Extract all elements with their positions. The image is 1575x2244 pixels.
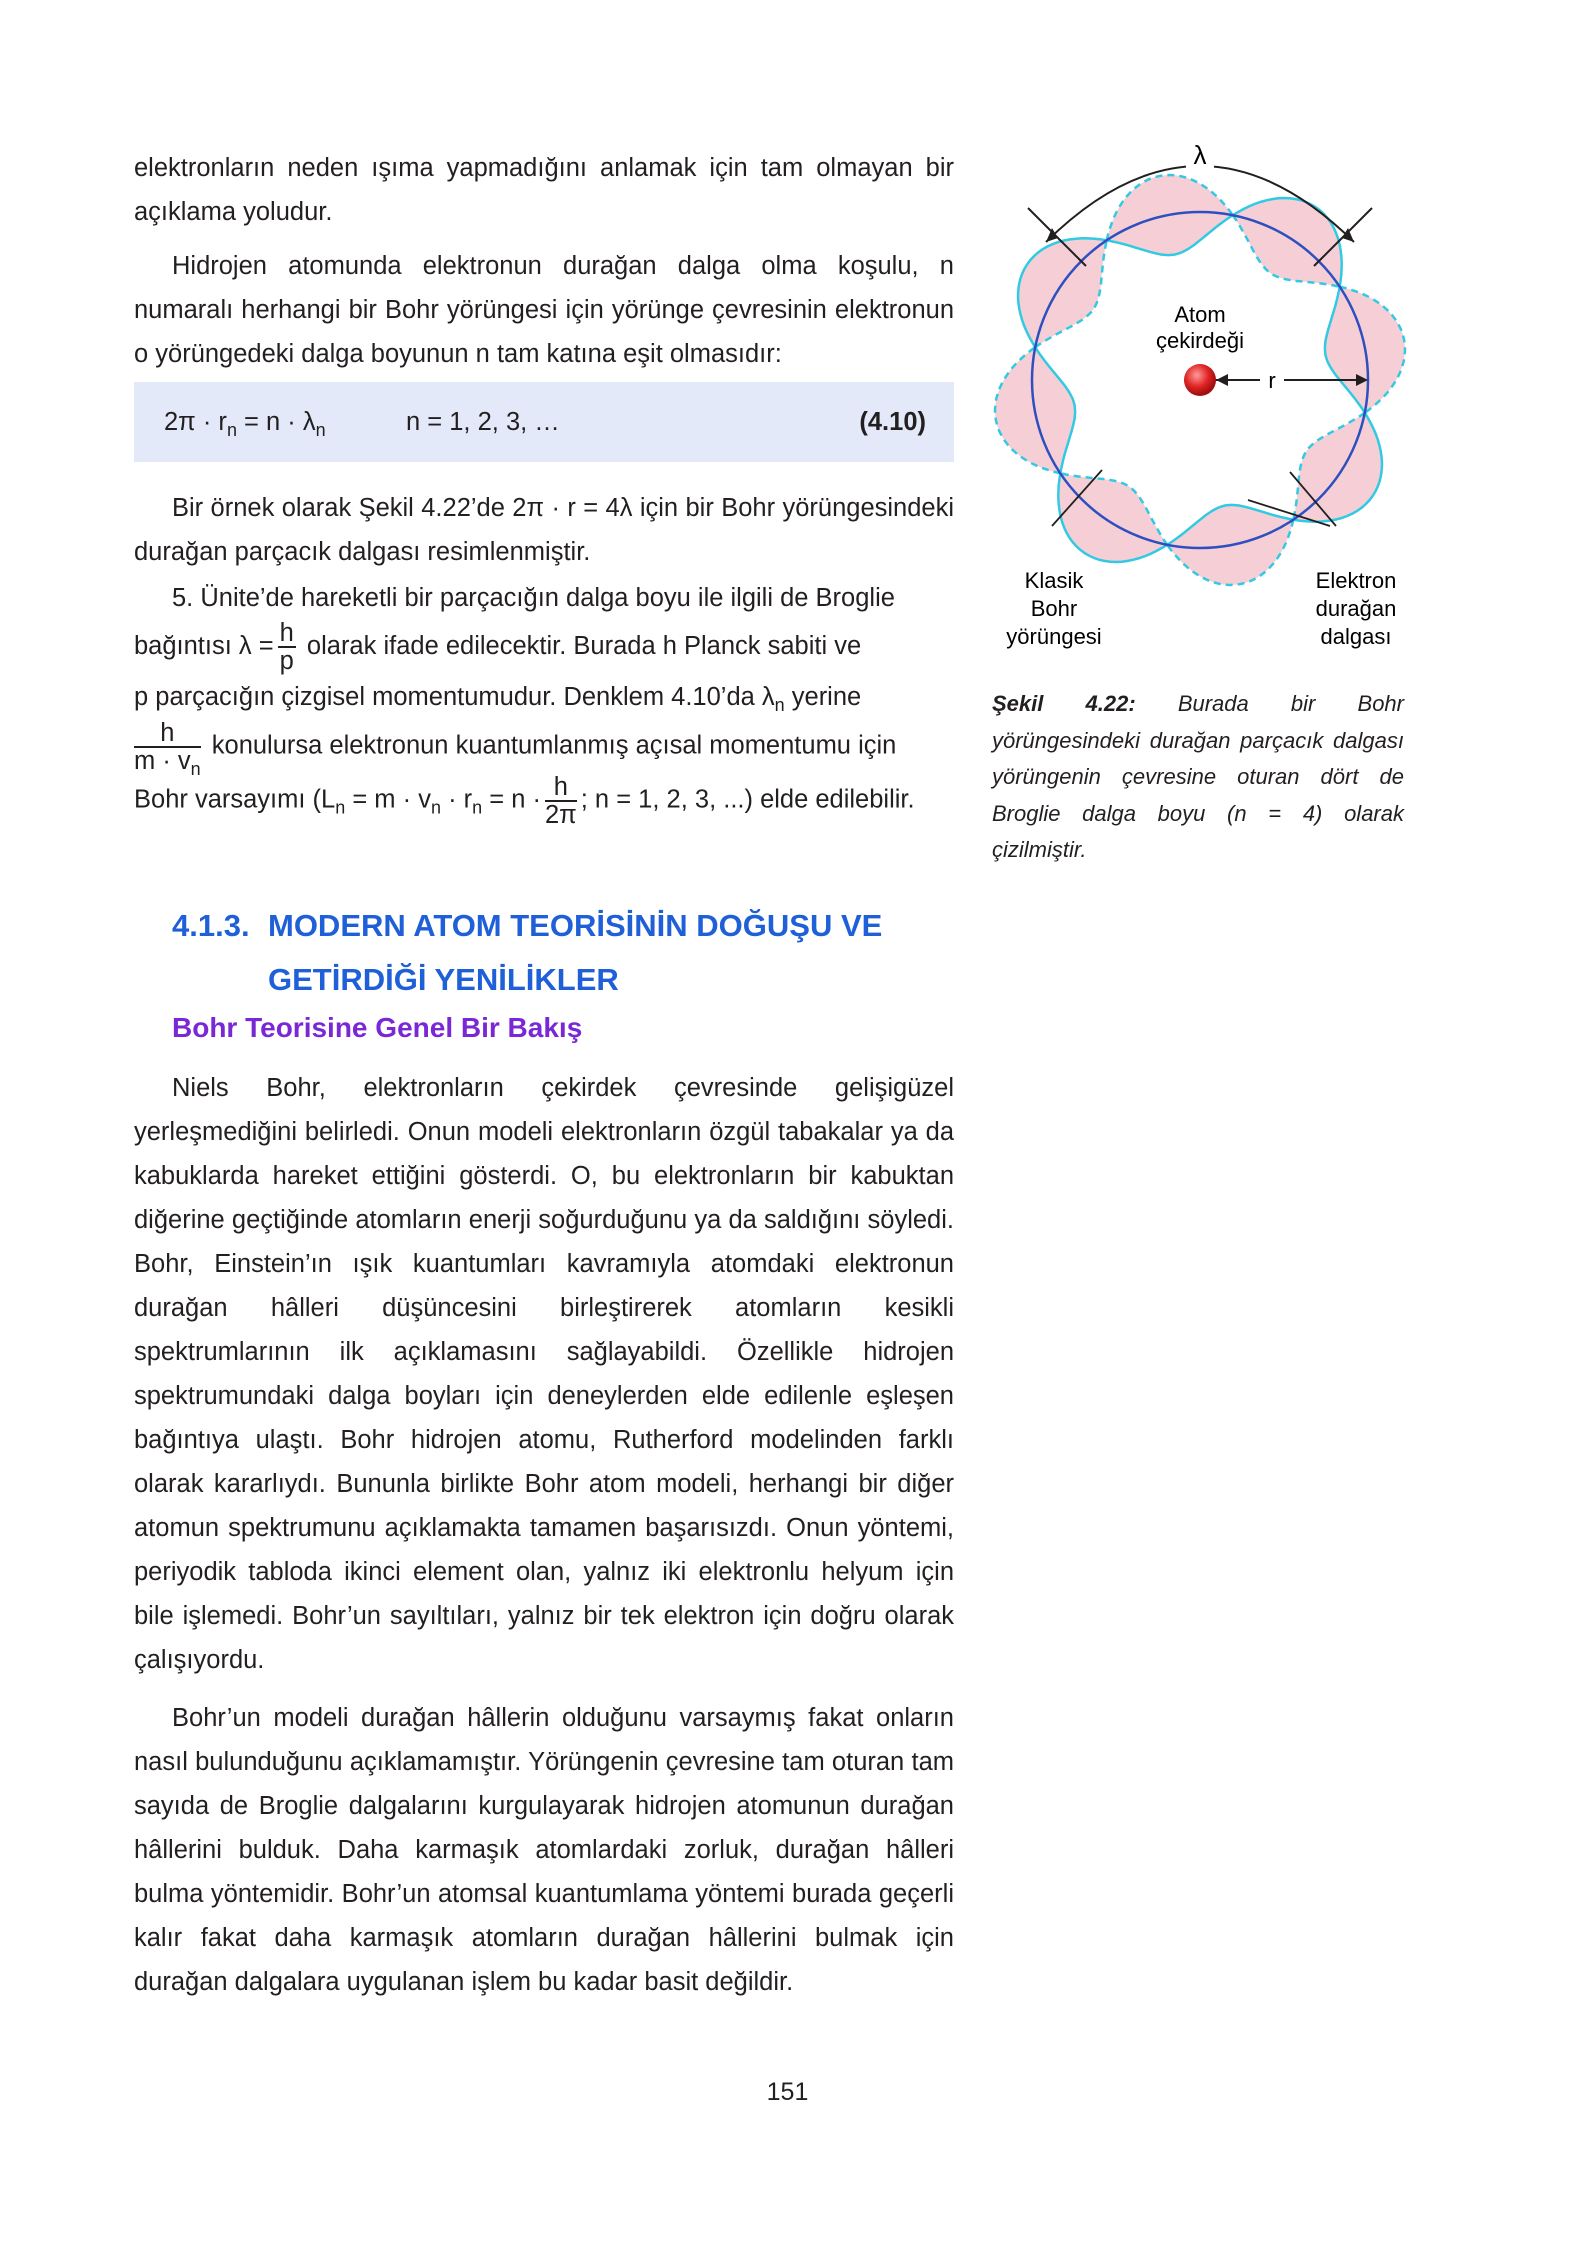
orbit-label-line-3: yörüngesi xyxy=(1006,624,1102,649)
radius-label: r xyxy=(1268,368,1276,393)
wave-label-line-3: dalgası xyxy=(1320,624,1392,649)
paragraph-4-line-5: Bohr varsayımı ($L_n = m \cdot v_n \cdot r_n = n$ · $\frac{h}{2\pi}$ ; n = 1, 2, 3, ...) elde edilebilir. xyxy=(134,773,915,830)
wave-lobe-fill xyxy=(1058,473,1167,562)
nucleus-label-line-2: çekirdeği xyxy=(1155,328,1245,353)
wave-label-line-1: Elektron xyxy=(1315,568,1397,593)
paragraph-5: Niels Bohr, elektronların çekirdek çevresinde gelişigüzel yerleşmediğini belirledi. Onun modeli elektronların özgül tabakalar ya da kabuklarda hareket ettiğini gösterdi. O, bu elektronların bir kabuktan diğerine geçtiğinde atomların enerji soğurduğunu ya da saldığını söyledi. Bohr, Einstein’ın ışık kuantumları kavramıyla atomdaki elektronun durağan hâlleri düşüncesini birleştirerek atomların kesikli spektrumlarının ilk açıklamasını sağlayabildi. Özellikle hidrojen spektrumundaki dalga boyları için deneylerden elde edilenle eşleşen bağıntıya ulaştı. Bohr hidrojen atomu, Rutherford modelinden farklı olarak kararlıydı. Bununla birlikte Bohr atom modeli, herhangi bir diğer atomun spektrumunu açıklamakta tamamen başarısızdı. Onun yöntemi, periyodik tabloda ikinci element olan, yalnız iki elektronlu helyum için bile işlemedi. Bohr’un sayıltıları, yalnız bir tek elektron için doğru olarak çalışıyordu. xyxy=(134,1074,954,1674)
page-number: 151 xyxy=(766,2078,809,2106)
caption-text: Burada bir Bohr yörüngesindeki durağan parçacık dalgası yörüngenin çevresine oturan dört de Broglie dalga boyu (n = 4) olarak çizilmiştir. xyxy=(992,691,1404,862)
paragraph-block-5 xyxy=(134,1066,954,1682)
wave-lobe-fill xyxy=(1018,238,1107,347)
paragraph-block-6 xyxy=(134,1696,954,2004)
wave-lobe-fill xyxy=(1233,198,1342,287)
paragraph-6: Bohr’un modeli durağan hâllerin olduğunu varsaymış fakat onların nasıl bulunduğunu açıklamamıştır. Yörüngenin çevresine tam oturan tam sayıda de Broglie dalgalarını kurgulayarak hidrojen atomunun durağan hâllerini bulduk. Daha karmaşık atomlardaki zorluk, durağan hâlleri bulma yöntemidir. Bohr’un atomsal kuantumlama yöntemi burada geçerli kalır fakat daha karmaşık atomların durağan hâllerini bulmak için durağan dalgalara uygulanan işlem bu kadar basit değildir. xyxy=(134,1704,954,1996)
subsection-heading: Bohr Teorisine Genel Bir Bakış xyxy=(172,1012,583,1043)
section-title-line-1: MODERN ATOM TEORİSİNİN DOĞUŞU VE xyxy=(268,908,883,943)
paragraph-4-line-2: bağıntısı λ = $\frac{h}{p}$ olarak ifade edilecektir. Burada h Planck sabiti ve xyxy=(134,619,862,676)
equation-number: (4.10) xyxy=(859,408,926,436)
orbit-label-line-1: Klasik xyxy=(1024,568,1084,593)
paragraph-4-line-3: p parçacığın çizgisel momentumudur. Denklem 4.10’da $\lambda_n$ yerine xyxy=(134,683,862,716)
nucleus xyxy=(1184,364,1216,396)
paragraph-3: Bir örnek olarak Şekil 4.22’de 2π · r = 4λ için bir Bohr yörüngesindeki durağan parçacık dalgası resimlenmiştir. xyxy=(134,494,954,566)
nucleus-label-line-1: Atom xyxy=(1174,302,1226,327)
orbit-label-line-2: Bohr xyxy=(1030,596,1078,621)
bohr-orbit-figure xyxy=(990,130,1410,670)
wave-lobe-fill xyxy=(1293,413,1382,522)
paragraph-block-3 xyxy=(134,486,954,574)
section-heading xyxy=(172,908,883,944)
paragraph-block-2 xyxy=(134,244,954,376)
paragraph-intro xyxy=(134,146,954,234)
paragraph-4-line-1: 5. Ünite’de hareketli bir parçacığın dalga boyu ile ilgili de Broglie xyxy=(172,584,895,612)
fraction-h-over-mv: $\frac{h}{m \cdot v_n}$ xyxy=(134,719,201,780)
wave-label-line-2: durağan xyxy=(1315,596,1397,621)
fraction-h-over-p: $\frac{h}{p}$ xyxy=(279,619,294,676)
lambda-label: λ xyxy=(1193,140,1207,170)
paragraph-1: elektronların neden ışıma yapmadığını anlamak için tam olmayan bir açıklama yoludur. xyxy=(134,154,954,226)
equation-condition: n = 1, 2, 3, … xyxy=(406,408,560,436)
section-title-line-2: GETİRDİĞİ YENİLİKLER xyxy=(268,962,619,997)
paragraph-block-4 xyxy=(134,576,954,828)
equation-lhs: $2\pi \cdot r_n = n \cdot \lambda_n$ xyxy=(164,408,326,440)
equation-box xyxy=(134,382,954,462)
section-number: 4.1.3. xyxy=(172,908,250,943)
radius-arrow-back-icon xyxy=(1216,374,1228,386)
figure-caption xyxy=(992,686,1404,869)
paragraph-2: Hidrojen atomunda elektronun durağan dalga olma koşulu, n numaralı herhangi bir Bohr yörüngesi için yörünge çevresinin elektronun o yörüngedeki dalga boyunun n tam katına eşit olmasıdır: xyxy=(134,252,954,368)
caption-label: Şekil 4.22: xyxy=(992,691,1136,716)
fraction-h-over-2pi: $\frac{h}{2\pi}$ xyxy=(544,773,577,830)
paragraph-4-line-4: $\frac{h}{m \cdot v_n}$ konulursa elektronun kuantumlanmış açısal momentumu için xyxy=(134,719,897,780)
